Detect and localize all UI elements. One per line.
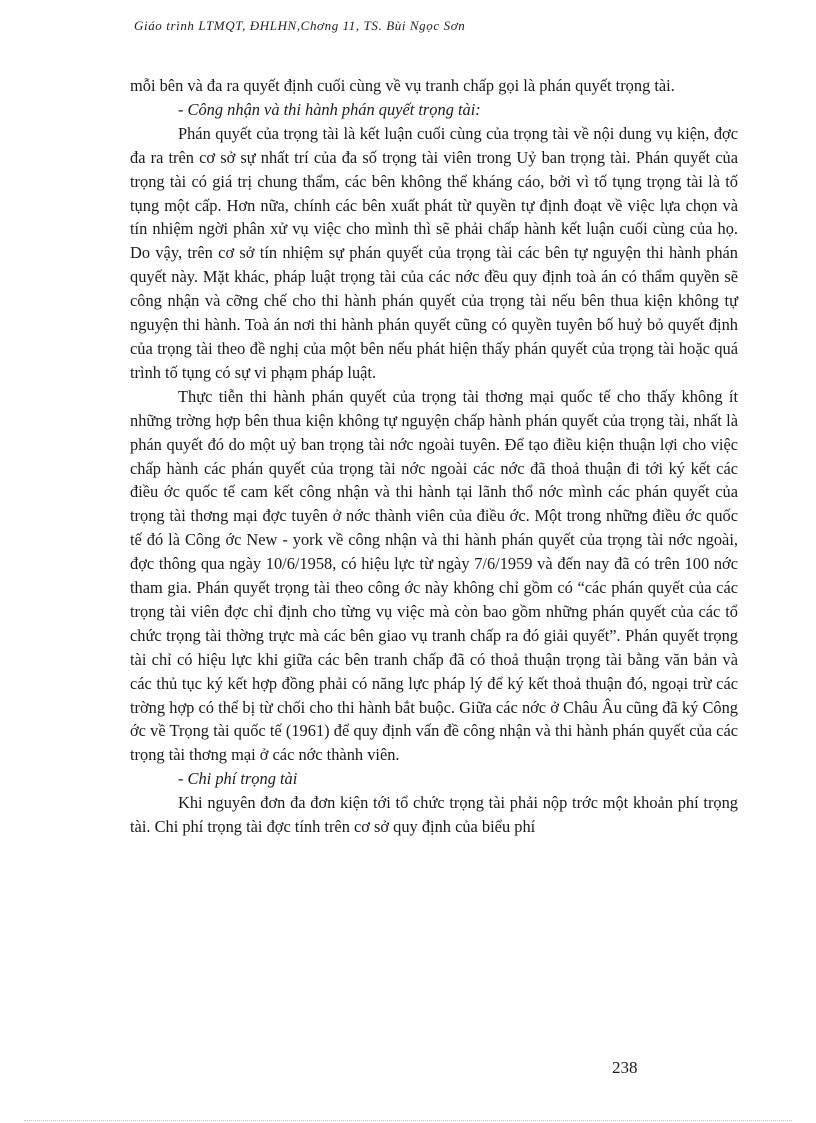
paragraph-arbitration-costs: Khi nguyên đơn đa đơn kiện tới tổ chức trọng tài phải nộp trớc một khoản phí trọng tài. Chi phí trọng tài đợc tính trên cơ sở quy định của biểu phí xyxy=(130,793,738,837)
footer-divider xyxy=(24,1120,792,1121)
paragraph-continuation: mỗi bên và đa ra quyết định cuối cùng về vụ tranh chấp gọi là phán quyết trọng tài. xyxy=(130,76,675,95)
body-text xyxy=(130,74,738,839)
paragraph-enforcement-practice: Thực tiễn thi hành phán quyết của trọng tài thơng mại quốc tế cho thấy không ít những trờng hợp bên thua kiện không tự nguyện chấp hành phán quyết của trọng tài, nhất là phán quyết đó do một uỷ ban trọng tài nớc ngoài tuyên. Để tạo điều kiện thuận lợi cho việc chấp hành các phán quyết của trọng tài nớc ngoài các nớc đã thoả thuận đi tới ký kết các điều ớc quốc tế cam kết công nhận và thi hành tại lãnh thổ nớc mình các phán quyết của trọng tài thơng mại đợc tuyên ở nớc thành viên của điều ớc. Một trong những điều ớc quốc tế đó là Công ớc New - york về công nhận và thi hành phán quyết của trọng tài nớc ngoài, đợc thông qua ngày 10/6/1958, có hiệu lực từ ngày 7/6/1959 và đến nay đã có trên 100 nớc tham gia. Phán quyết trọng tài theo công ớc này không chỉ gồm có “các phán quyết của các trọng tài viên đợc chỉ định cho từng vụ việc mà còn bao gồm những phán quyết của các tổ chức trọng tài thờng trực mà các bên giao vụ tranh chấp ra đó giải quyết”. Phán quyết trọng tài chỉ có hiệu lực khi giữa các bên tranh chấp đã có thoả thuận trọng tài bằng văn bản và các thủ tục ký kết hợp đồng phải có năng lực pháp lý để ký kết thoả thuận đó, ngoại trừ các trờng hợp có thể bị từ chối cho thi hành bắt buộc. Giữa các nớc ở Châu Âu cũng đã ký Công ớc về Trọng tài quốc tế (1961) để quy định vấn đề công nhận và thi hành phán quyết của các trọng tài thơng mại ở các nớc thành viên. xyxy=(130,386,738,765)
paragraph-arbitral-award: Phán quyết của trọng tài là kết luận cuối cùng của trọng tài về nội dung vụ kiện, đợc đa ra trên cơ sở sự nhất trí của đa số trọng tài viên trong Uỷ ban trọng tài. Phán quyết của trọng tài có giá trị chung thẩm, các bên không thể kháng cáo, bởi vì tố tụng trọng tài là tố tụng một cấp. Hơn nữa, chính các bên xuất phát từ quyền tự định đoạt về việc lựa chọn và tín nhiệm ngời phân xử vụ việc cho mình thì sẽ phải chấp hành kết luận cuối cùng của họ. Do vậy, trên cơ sở tín nhiệm sự phán quyết của trọng tài các bên tự nguyện thi hành phán quyết này. Mặt khác, pháp luật trọng tài của các nớc đều quy định toà án có thẩm quyền sẽ công nhận và cỡng chế cho thi hành phán quyết của trọng tài nếu bên thua kiện không tự nguyện thi hành. Toà án nơi thi hành phán quyết cũng có quyền tuyên bố huỷ bỏ quyết định của trọng tài theo đề nghị của một bên nếu phát hiện thấy phán quyết của trọng tài hoặc quá trình tố tụng có sự vi phạm pháp luật. xyxy=(130,123,738,382)
subheading-recognition-enforcement: - Công nhận và thi hành phán quyết trọng tài: xyxy=(178,99,481,119)
subheading-arbitration-costs: - Chi phí trọng tài xyxy=(178,769,298,789)
running-header: Giáo trình LTMQT, ĐHLHN,Chơng 11, TS. Bùi Ngọc Sơn xyxy=(134,18,466,33)
page-number: 238 xyxy=(612,1058,638,1077)
